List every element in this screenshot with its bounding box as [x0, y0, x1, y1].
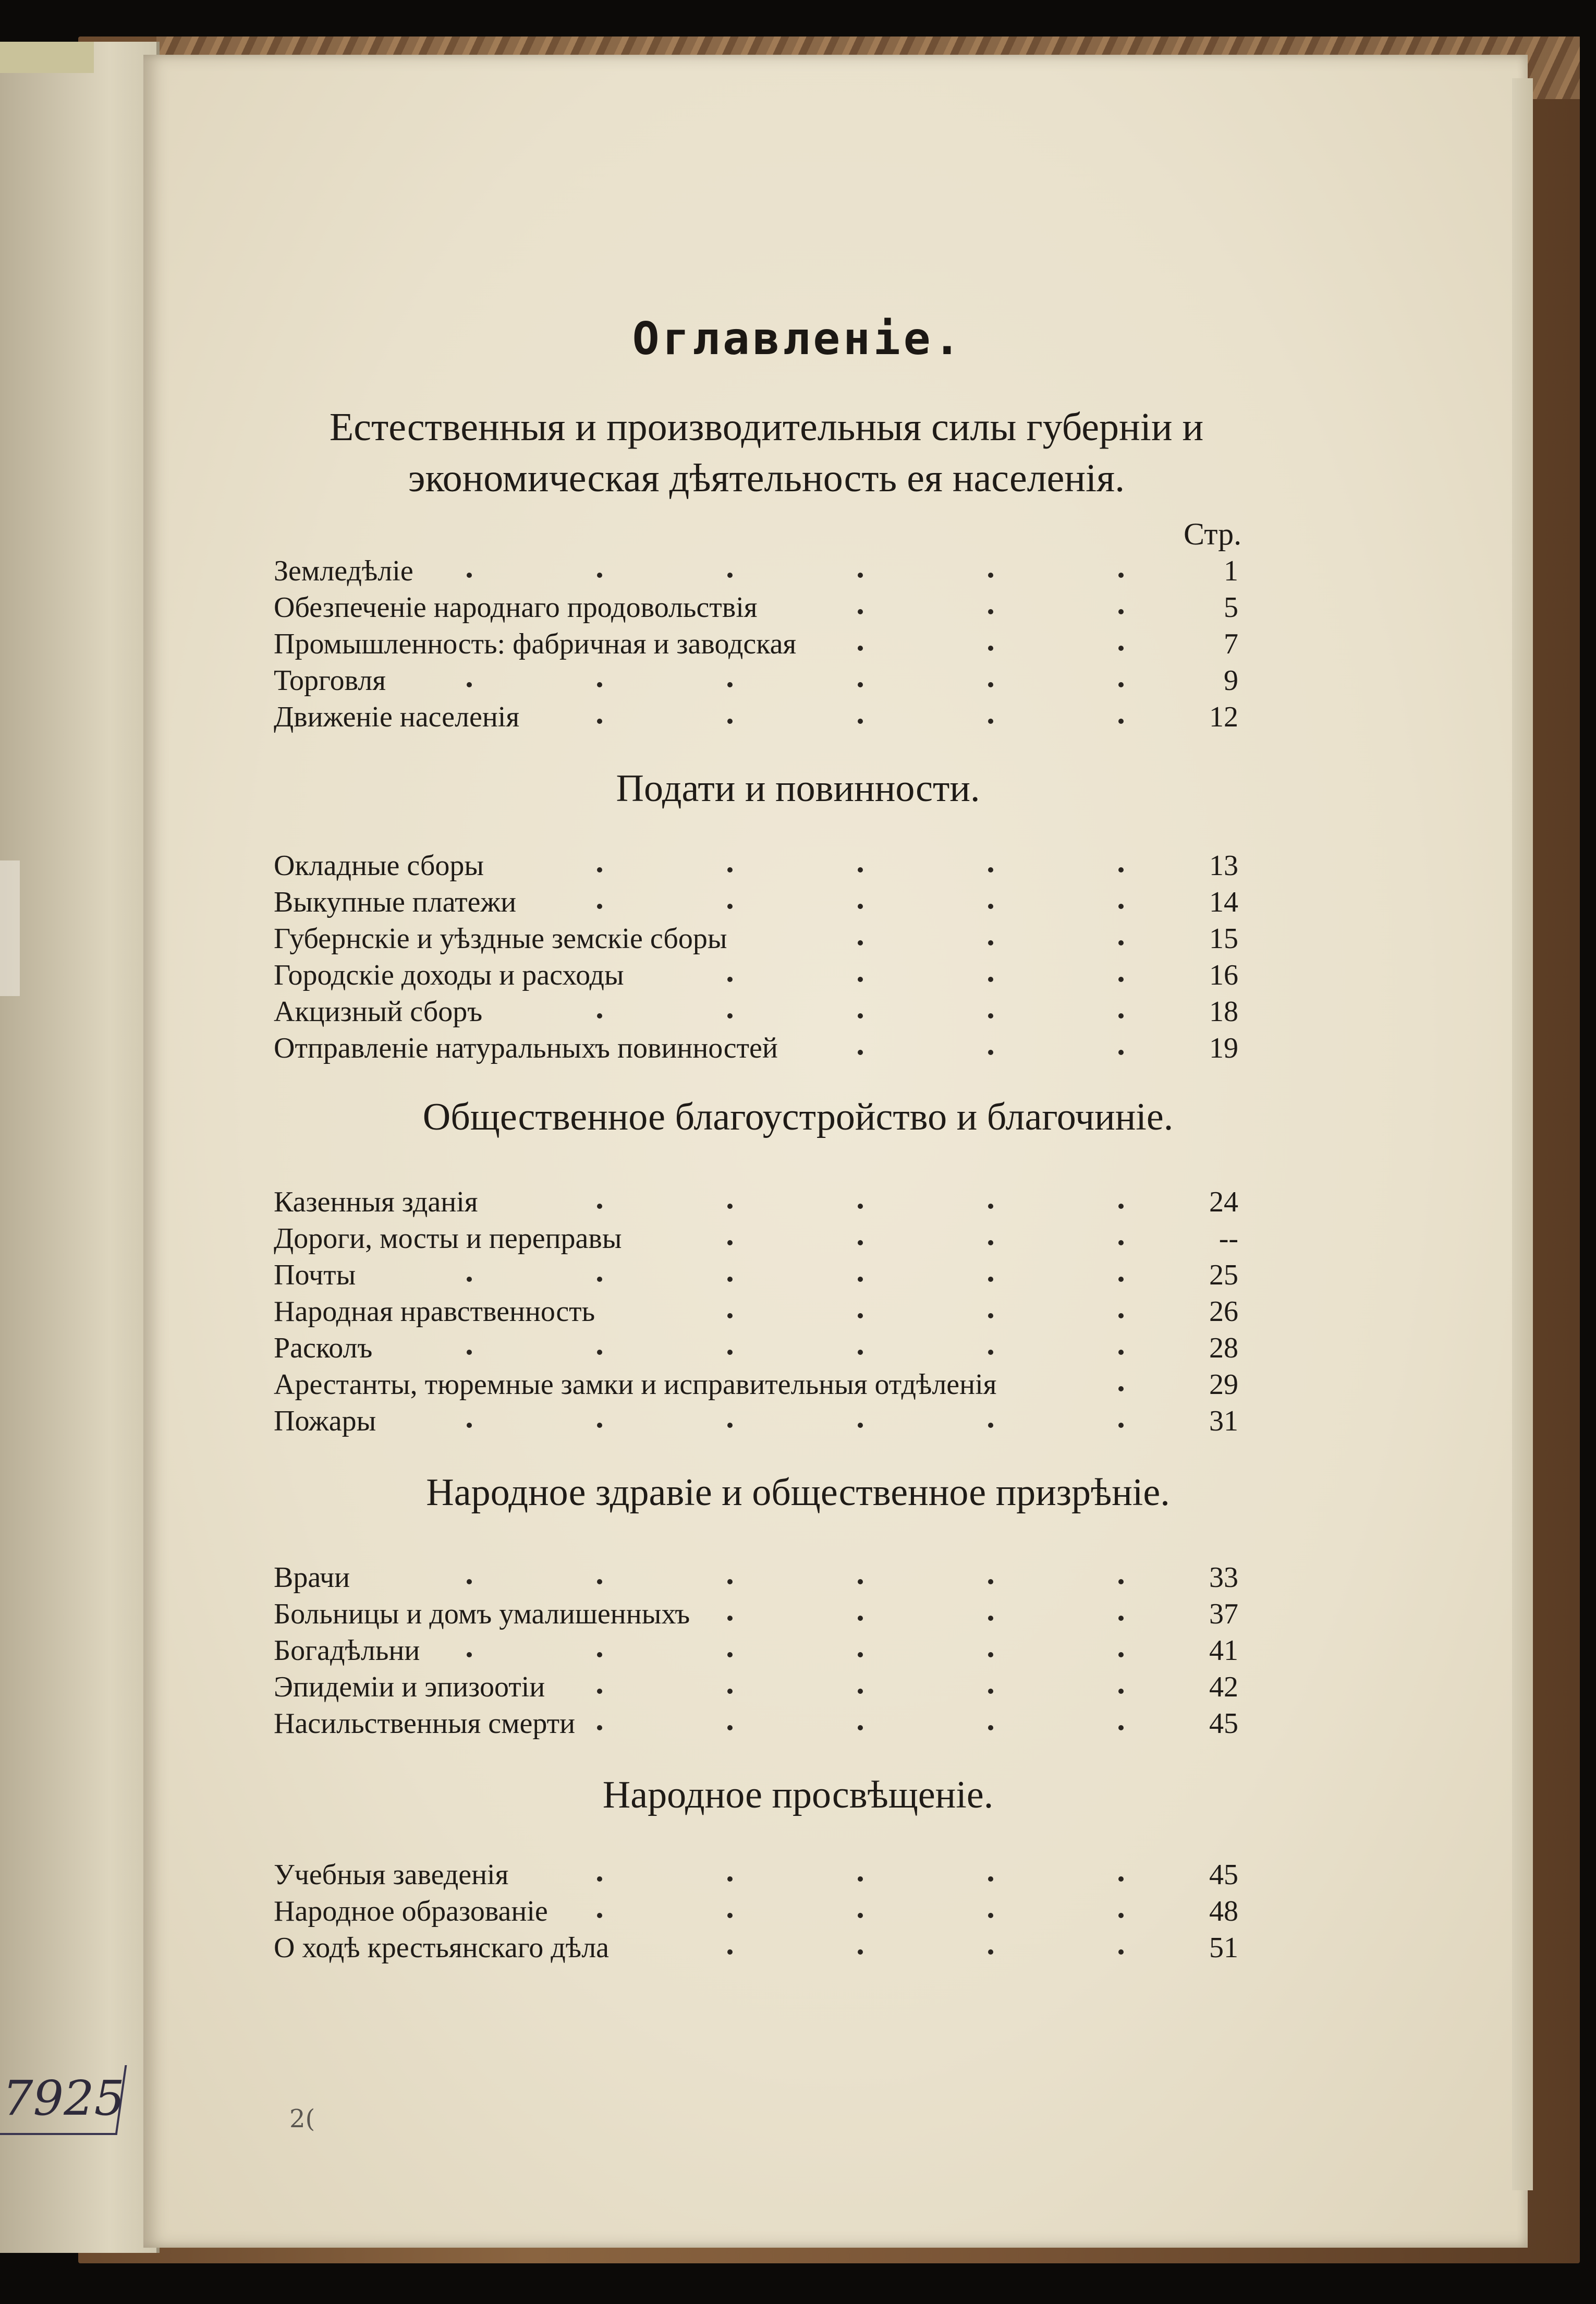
- leader-dot: [988, 1949, 993, 1955]
- toc-entry-page: 42: [1209, 1671, 1238, 1703]
- leader-dot: [858, 1949, 863, 1955]
- leader-dot: [988, 1013, 993, 1018]
- leader-dot: [988, 573, 993, 578]
- leader-dot: [988, 1313, 993, 1318]
- leader-dot: [597, 1689, 602, 1694]
- section-heading: Народное просвѣщеніе.: [602, 1774, 994, 1816]
- leader-dot: [467, 682, 472, 687]
- leader-dot: [597, 719, 602, 724]
- leader-dot: [727, 682, 733, 687]
- toc-entry-page: 19: [1209, 1032, 1238, 1064]
- toc-entry-page: 9: [1224, 664, 1238, 697]
- leader-dots: [274, 553, 1160, 589]
- toc-entry: [274, 884, 1238, 920]
- toc-entry-page: 28: [1209, 1332, 1238, 1364]
- toc-entry-label: Промышленность: фабричная и заводская: [274, 628, 797, 660]
- leader-dot: [858, 719, 863, 724]
- leader-dot: [597, 1013, 602, 1018]
- leader-dot: [597, 1423, 602, 1428]
- leader-dot: [727, 1876, 733, 1882]
- leader-dot: [858, 573, 863, 578]
- leader-dot: [1118, 646, 1124, 651]
- leader-dot: [858, 1350, 863, 1355]
- leader-dot: [467, 1423, 472, 1428]
- leader-dot: [988, 1423, 993, 1428]
- leader-dots: [274, 1632, 1160, 1669]
- toc-entry-page: 24: [1209, 1186, 1238, 1218]
- leader-dot: [727, 1725, 733, 1730]
- leader-dot: [1118, 977, 1124, 982]
- toc-entry-page: 37: [1209, 1598, 1238, 1630]
- leader-dots: [274, 1705, 1160, 1742]
- leader-dot: [858, 1652, 863, 1657]
- handwritten-inventory-number: 7925: [3, 2070, 125, 2126]
- toc-entry-page: 45: [1209, 1707, 1238, 1740]
- toc-entry-label: Отправленіе натуральныхъ повинностей: [274, 1032, 778, 1064]
- leader-dot: [988, 1725, 993, 1730]
- leader-dots: [274, 1893, 1160, 1930]
- leader-dot: [597, 1876, 602, 1882]
- leader-dots: [274, 1257, 1160, 1293]
- leader-dot: [597, 682, 602, 687]
- leader-dot: [1118, 1013, 1124, 1018]
- toc-entry-page: 15: [1209, 923, 1238, 955]
- toc-entry-label: Арестанты, тюремные замки и исправительныя отдѣленія: [274, 1368, 997, 1401]
- toc-entry: [274, 1559, 1238, 1596]
- leader-dot: [597, 904, 602, 909]
- leader-dot: [988, 1277, 993, 1282]
- leader-dot: [988, 1652, 993, 1657]
- toc-entry: [274, 1257, 1238, 1293]
- leader-dot: [1118, 1277, 1124, 1282]
- leader-dot: [1118, 1949, 1124, 1955]
- leader-dot: [858, 867, 863, 872]
- toc-entry-label: Дороги, мосты и переправы: [274, 1222, 622, 1255]
- toc-entry-page: --: [1219, 1222, 1238, 1255]
- toc-entry-label: Городскіе доходы и расходы: [274, 959, 624, 991]
- leader-dots: [274, 993, 1160, 1030]
- toc-entry: [274, 1030, 1238, 1066]
- toc-entry: [274, 626, 1238, 662]
- leader-dot: [597, 1913, 602, 1918]
- leader-dot: [1118, 1386, 1124, 1391]
- leader-dot: [988, 1240, 993, 1245]
- leader-dots: [274, 1559, 1160, 1596]
- toc-entry: [274, 1220, 1238, 1257]
- toc-entry-page: 33: [1209, 1561, 1238, 1594]
- leader-dot: [727, 977, 733, 982]
- toc-entry: [274, 1184, 1238, 1220]
- pencil-mark: 2(: [289, 2104, 315, 2133]
- leader-dot: [1118, 1876, 1124, 1882]
- leader-dot: [1118, 1725, 1124, 1730]
- toc-entry-page: 5: [1224, 591, 1238, 624]
- leader-dots: [274, 847, 1160, 884]
- toc-entry-page: 29: [1209, 1368, 1238, 1401]
- leader-dot: [727, 867, 733, 872]
- leader-dot: [727, 1689, 733, 1694]
- toc-entry: [274, 1705, 1238, 1742]
- leader-dot: [988, 940, 993, 945]
- leader-dot: [1118, 1579, 1124, 1584]
- leader-dots: [274, 626, 1160, 662]
- leader-dot: [727, 1277, 733, 1282]
- leader-dot: [727, 1423, 733, 1428]
- leader-dots: [274, 1857, 1160, 1893]
- leader-dot: [597, 573, 602, 578]
- leader-dot: [988, 1050, 993, 1055]
- leader-dots: [274, 1596, 1160, 1632]
- toc-entry-page: 41: [1209, 1634, 1238, 1667]
- leader-dot: [1118, 867, 1124, 872]
- leader-dot: [1118, 1913, 1124, 1918]
- toc-title: Оглавленіе.: [632, 313, 964, 365]
- toc-entry-label: Движеніе населенія: [274, 701, 520, 733]
- leader-dots: [274, 699, 1160, 735]
- toc-entry: [274, 1596, 1238, 1632]
- leader-dot: [858, 682, 863, 687]
- toc-entry-page: 25: [1209, 1259, 1238, 1291]
- toc-entry: [274, 1893, 1238, 1930]
- toc-entry-page: 48: [1209, 1895, 1238, 1927]
- leader-dot: [467, 1277, 472, 1282]
- leader-dot: [858, 1313, 863, 1318]
- toc-entry: [274, 699, 1238, 735]
- leader-dots: [274, 662, 1160, 699]
- toc-entry-label: О ходѣ крестьянскаго дѣла: [274, 1932, 609, 1964]
- leader-dot: [597, 1725, 602, 1730]
- toc-entry: [274, 1366, 1238, 1403]
- toc-entry-label: Акцизный сборъ: [274, 996, 483, 1028]
- toc-entry: [274, 662, 1238, 699]
- toc-entry-label: Казенныя зданія: [274, 1186, 478, 1218]
- leader-dot: [727, 1579, 733, 1584]
- toc-entry: [274, 1857, 1238, 1893]
- toc-entry: [274, 589, 1238, 626]
- leader-dots: [274, 1930, 1160, 1966]
- leader-dot: [597, 1350, 602, 1355]
- leader-dots: [274, 884, 1160, 920]
- leader-dots: [274, 1669, 1160, 1705]
- leader-dots: [274, 1293, 1160, 1330]
- leader-dot: [1118, 1204, 1124, 1209]
- leader-dots: [274, 1030, 1160, 1066]
- leader-dot: [1118, 1689, 1124, 1694]
- toc-entry-label: Народное образованіе: [274, 1895, 548, 1927]
- toc-entry-page: 45: [1209, 1859, 1238, 1891]
- toc-entry-page: 13: [1209, 850, 1238, 882]
- leader-dot: [1118, 609, 1124, 614]
- toc-entry: [274, 993, 1238, 1030]
- leader-dot: [858, 977, 863, 982]
- toc-entry-label: Больницы и домъ умалишенныхъ: [274, 1598, 690, 1630]
- leader-dot: [858, 1240, 863, 1245]
- leader-dots: [274, 589, 1160, 626]
- leader-dots: [274, 1220, 1160, 1257]
- leader-dot: [858, 1277, 863, 1282]
- leader-dot: [1118, 1350, 1124, 1355]
- leader-dot: [988, 1689, 993, 1694]
- leader-dot: [858, 1050, 863, 1055]
- leader-dot: [988, 1913, 993, 1918]
- leader-dot: [988, 1876, 993, 1882]
- toc-entry-page: 31: [1209, 1405, 1238, 1437]
- toc-entry-page: 14: [1209, 886, 1238, 918]
- leader-dot: [597, 1652, 602, 1657]
- toc-entry-label: Торговля: [274, 664, 386, 697]
- leader-dot: [1118, 1050, 1124, 1055]
- toc-entry-label: Богадѣльни: [274, 1634, 420, 1667]
- leader-dot: [727, 1350, 733, 1355]
- toc-entry: [274, 1330, 1238, 1366]
- leader-dot: [727, 1913, 733, 1918]
- leader-dot: [727, 1616, 733, 1621]
- toc-entry-label: Окладные сборы: [274, 850, 484, 882]
- leader-dot: [858, 1689, 863, 1694]
- leader-dot: [988, 1350, 993, 1355]
- toc-entry: [274, 957, 1238, 993]
- toc-entry-page: 51: [1209, 1932, 1238, 1964]
- toc-entry-label: Насильственныя смерти: [274, 1707, 576, 1740]
- leader-dot: [858, 1876, 863, 1882]
- leader-dot: [1118, 719, 1124, 724]
- toc-entry-page: 16: [1209, 959, 1238, 991]
- leader-dot: [858, 1616, 863, 1621]
- leader-dot: [858, 1013, 863, 1018]
- toc-entry-label: Выкупные платежи: [274, 886, 517, 918]
- leader-dot: [988, 867, 993, 872]
- leader-dot: [467, 1579, 472, 1584]
- leader-dot: [727, 1313, 733, 1318]
- leader-dot: [858, 1725, 863, 1730]
- leader-dot: [467, 1652, 472, 1657]
- toc-entry-label: Обезпеченіе народнаго продовольствія: [274, 591, 758, 624]
- toc-entry-label: Расколъ: [274, 1332, 373, 1364]
- leader-dot: [858, 1579, 863, 1584]
- leader-dot: [858, 609, 863, 614]
- toc-entry-label: Губернскіе и уѣздные земскіе сборы: [274, 923, 727, 955]
- leader-dot: [727, 1013, 733, 1018]
- leader-dot: [988, 904, 993, 909]
- leader-dot: [988, 1204, 993, 1209]
- leader-dot: [988, 1616, 993, 1621]
- leader-dot: [988, 1579, 993, 1584]
- leader-dot: [858, 646, 863, 651]
- toc-entry-page: 18: [1209, 996, 1238, 1028]
- section-heading: Общественное благоустройство и благочиніе.: [422, 1096, 1174, 1138]
- leader-dot: [467, 573, 472, 578]
- leader-dot: [1118, 1616, 1124, 1621]
- leader-dot: [727, 1204, 733, 1209]
- leader-dot: [727, 719, 733, 724]
- leader-dot: [467, 1350, 472, 1355]
- leader-dot: [1118, 904, 1124, 909]
- leader-dot: [1118, 1313, 1124, 1318]
- toc-entry: [274, 1403, 1238, 1439]
- leader-dot: [597, 1277, 602, 1282]
- leader-dot: [1118, 1240, 1124, 1245]
- section-heading: Подати и повинности.: [616, 767, 980, 810]
- leader-dot: [858, 1423, 863, 1428]
- leader-dot: [1118, 1652, 1124, 1657]
- toc-entry-page: 12: [1209, 701, 1238, 733]
- toc-entry: [274, 1669, 1238, 1705]
- leader-dot: [988, 682, 993, 687]
- toc-entry-label: Учебныя заведенія: [274, 1859, 509, 1891]
- toc-entry: [274, 1930, 1238, 1966]
- leader-dot: [1118, 940, 1124, 945]
- section-heading: Народное здравіе и общественное призрѣніе.: [426, 1471, 1170, 1514]
- leader-dot: [988, 646, 993, 651]
- toc-entry-label: Врачи: [274, 1561, 350, 1594]
- toc-entry-label: Народная нравственность: [274, 1295, 595, 1328]
- toc-entry: [274, 847, 1238, 884]
- toc-entry-label: Эпидеміи и эпизоотіи: [274, 1671, 545, 1703]
- leader-dot: [988, 609, 993, 614]
- leader-dots: [274, 957, 1160, 993]
- leader-dot: [858, 904, 863, 909]
- leader-dot: [727, 573, 733, 578]
- leader-dots: [274, 1184, 1160, 1220]
- leader-dot: [727, 1949, 733, 1955]
- toc-entry: [274, 920, 1238, 957]
- toc-entry: [274, 1632, 1238, 1669]
- leader-dot: [988, 977, 993, 982]
- leader-dot: [1118, 1423, 1124, 1428]
- leader-dot: [597, 1204, 602, 1209]
- leader-dots: [274, 1330, 1160, 1366]
- leader-dot: [1118, 682, 1124, 687]
- leader-dot: [858, 940, 863, 945]
- toc-entry: [274, 1293, 1238, 1330]
- leader-dot: [727, 1240, 733, 1245]
- leader-dots: [274, 1403, 1160, 1439]
- toc-entry-label: Пожары: [274, 1405, 376, 1437]
- leader-dot: [988, 719, 993, 724]
- toc-subtitle: Естественныя и производительныя силы губерніи и экономическая дѣятельность ея населенія.: [329, 405, 1204, 500]
- leader-dot: [727, 904, 733, 909]
- leader-dot: [597, 1579, 602, 1584]
- leader-dot: [858, 1913, 863, 1918]
- toc-entry-label: Почты: [274, 1259, 356, 1291]
- toc-entry-page: 7: [1224, 628, 1238, 660]
- leader-dot: [1118, 573, 1124, 578]
- leader-dot: [858, 1204, 863, 1209]
- toc-entry-page: 26: [1209, 1295, 1238, 1328]
- page-column-header: Стр.: [1184, 517, 1242, 551]
- leader-dot: [597, 867, 602, 872]
- toc-entry-page: 1: [1224, 555, 1238, 587]
- leader-dot: [727, 1652, 733, 1657]
- toc-entry: [274, 553, 1238, 589]
- leader-dots: [274, 1366, 1160, 1403]
- leader-dots: [274, 920, 1160, 957]
- toc-entry-label: Земледѣліе: [274, 555, 413, 587]
